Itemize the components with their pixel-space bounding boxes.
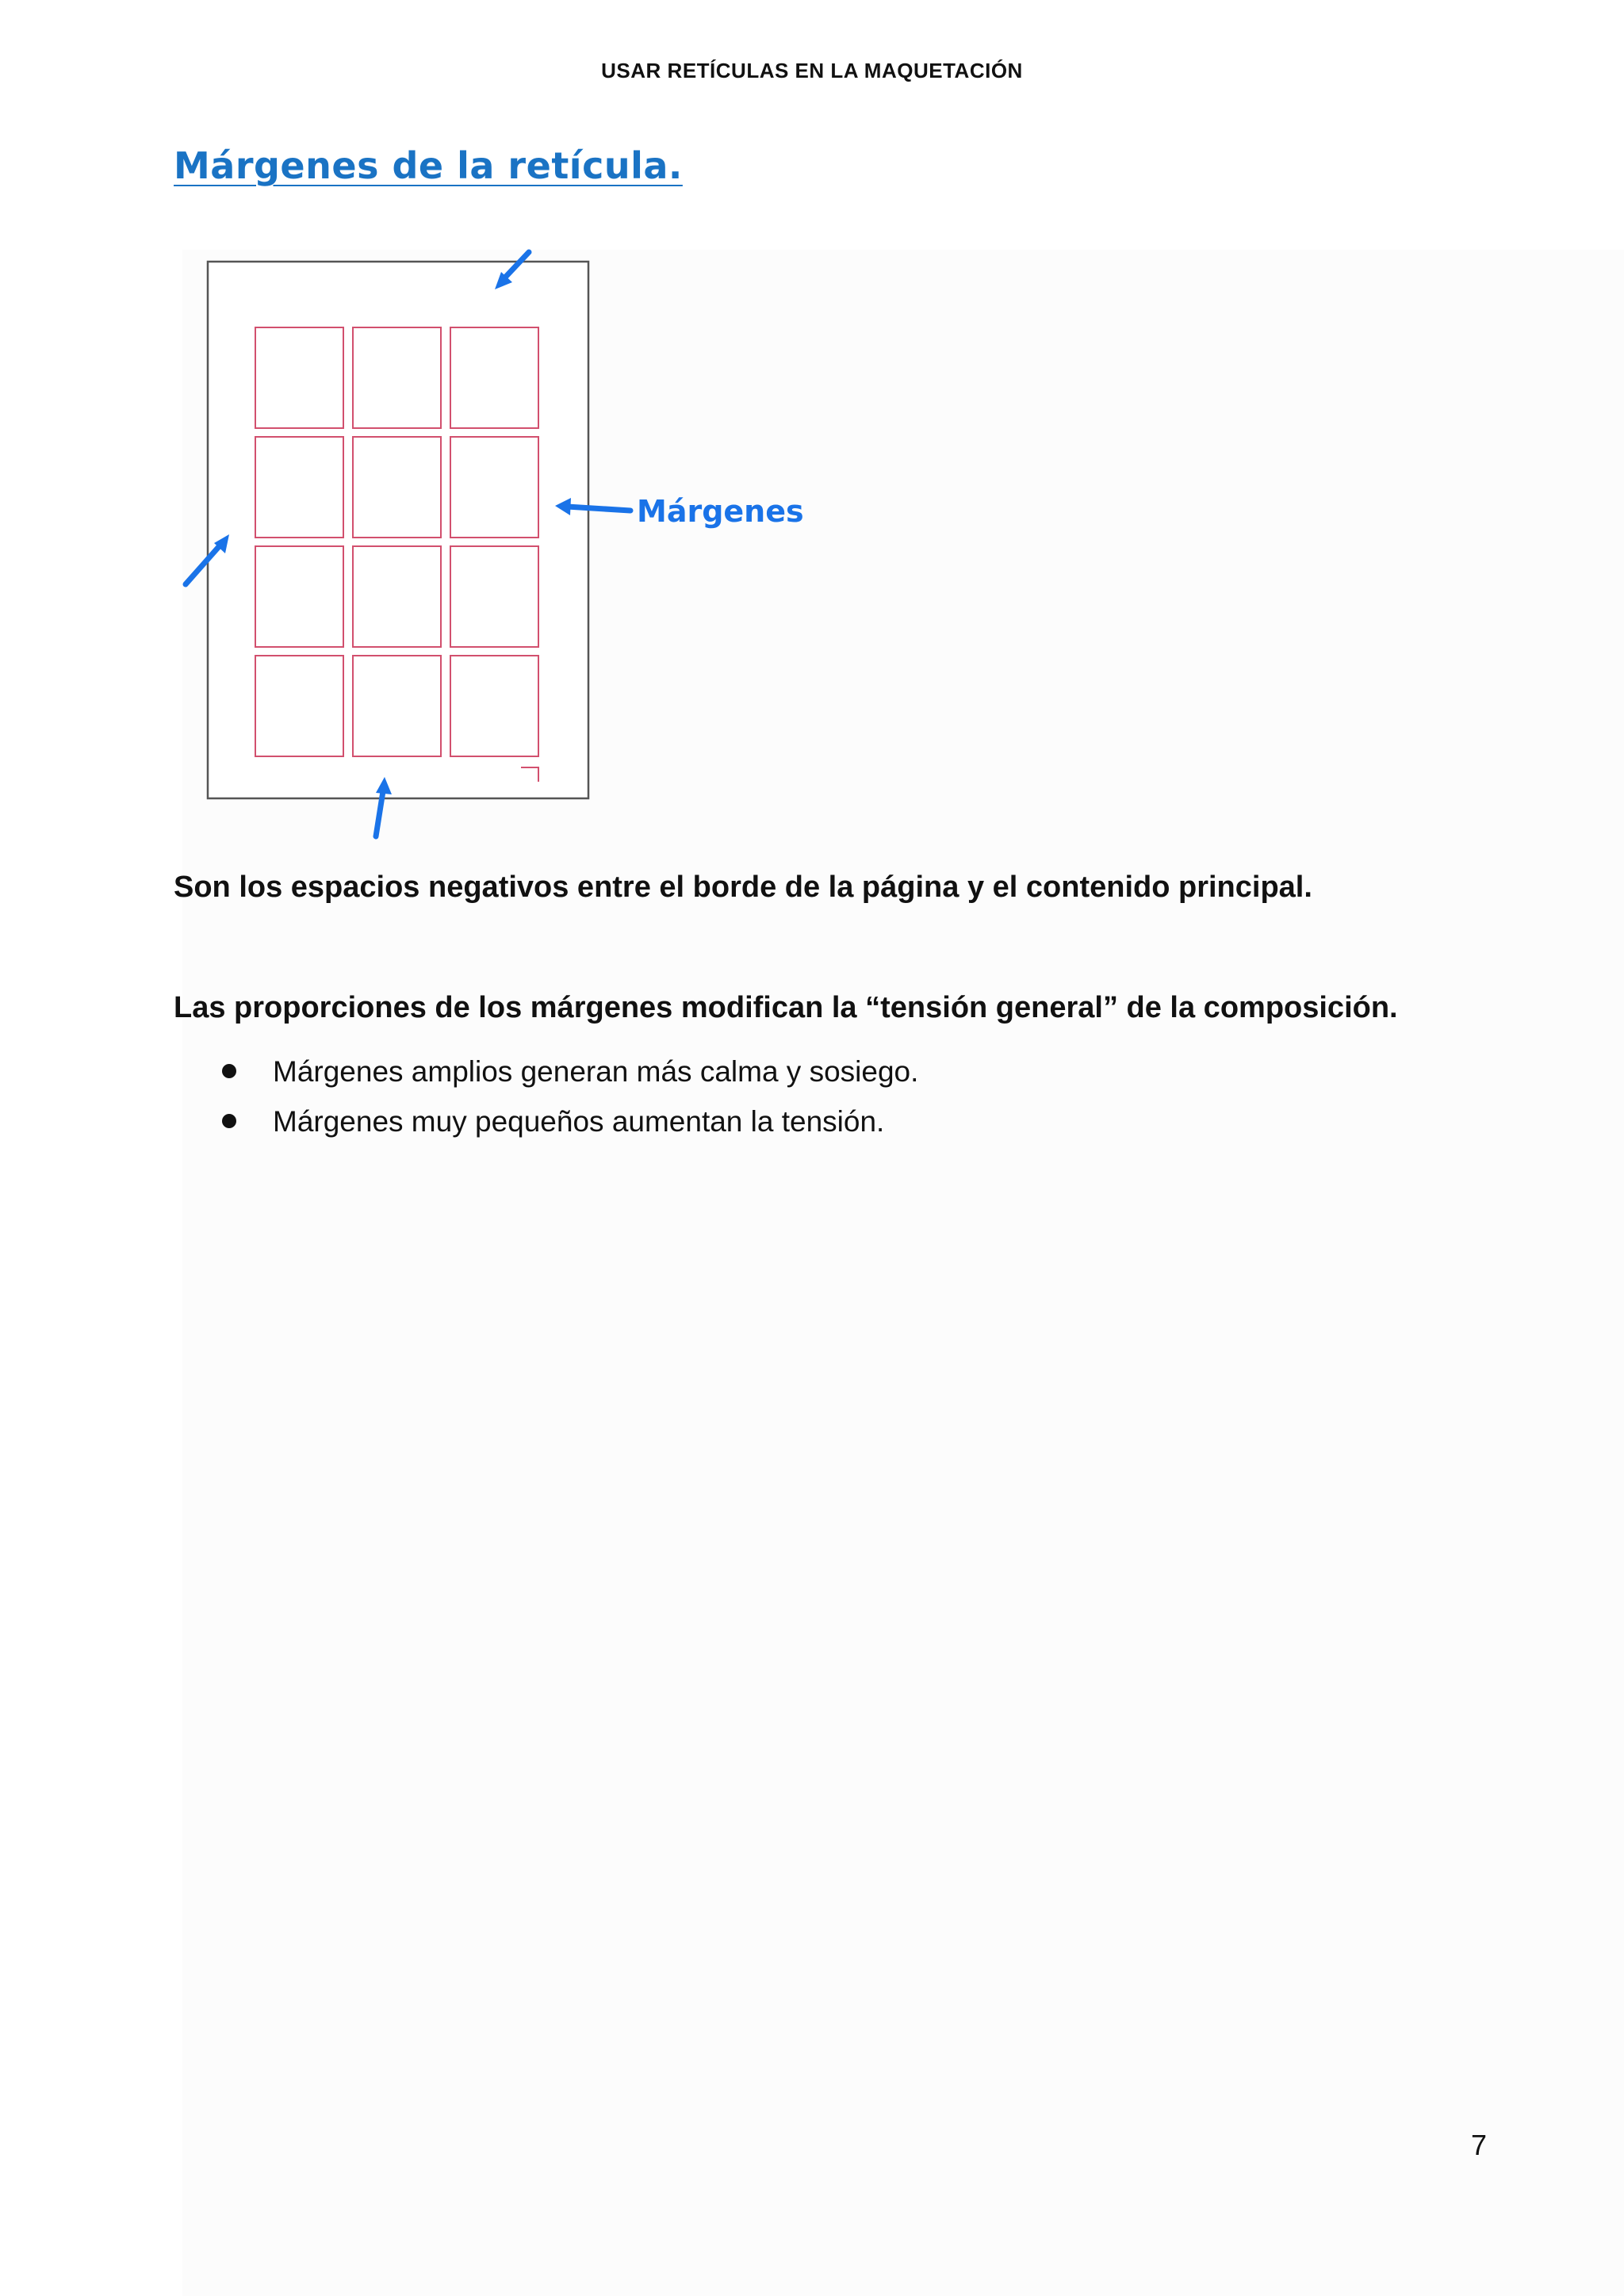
paragraph-proportions: Las proporciones de los márgenes modifican la “tensión general” de la composición.: [174, 991, 1398, 1024]
margins-diagram: [159, 246, 804, 848]
running-header: USAR RETÍCULAS EN LA MAQUETACIÓN: [601, 59, 1023, 82]
page-outline: [208, 262, 588, 798]
margins-diagram-svg: [159, 246, 804, 848]
margins-callout-label: Márgenes: [637, 494, 804, 529]
page-number: 7: [1471, 2129, 1488, 2161]
arrow-right-icon: [567, 507, 630, 511]
bullet-icon: [222, 1064, 236, 1078]
section-title: Márgenes de la retícula.: [174, 144, 683, 187]
list-item-text: Márgenes amplios generan más calma y sosiego.: [273, 1055, 919, 1088]
list-item-text: Márgenes muy pequeños aumentan la tensión.: [273, 1105, 885, 1138]
paragraph-definition: Son los espacios negativos entre el borde de la página y el contenido principal.: [174, 871, 1312, 904]
bullet-icon: [222, 1114, 236, 1128]
